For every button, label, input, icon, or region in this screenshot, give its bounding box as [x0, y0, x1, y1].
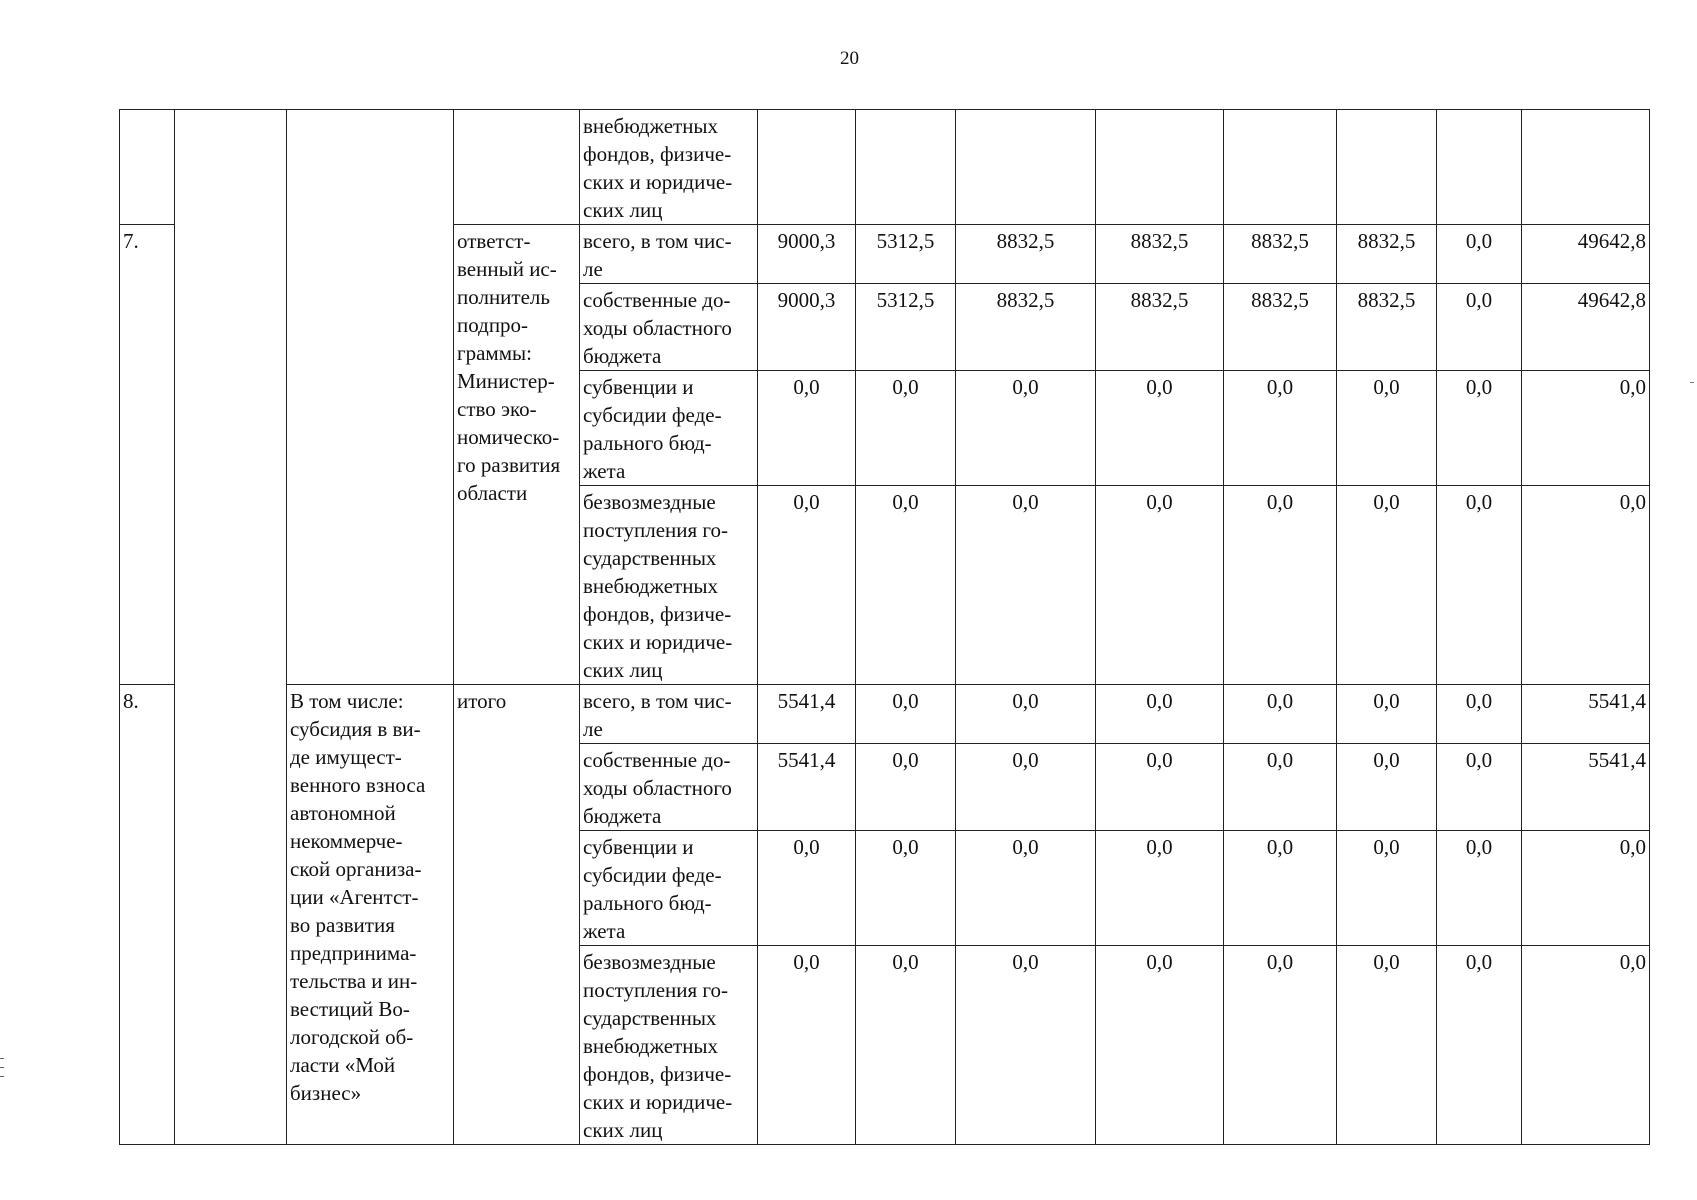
value-cell: 0,0 — [956, 831, 1096, 946]
value-cell: 0,0 — [856, 946, 956, 1145]
table-row — [120, 110, 1650, 225]
value-cell: 0,0 — [1437, 486, 1522, 685]
value-cell: 8832,5 — [1337, 225, 1437, 284]
value-cell: 5541,4 — [758, 685, 856, 744]
value-cell: 0,0 — [956, 946, 1096, 1145]
value-cell: 0,0 — [1437, 744, 1522, 831]
funding-source-cell: безвозмездные поступления го- сударственных внебюджетных фондов, физиче- ских и юридиче- ских лиц — [580, 946, 758, 1145]
total-cell: 5541,4 — [1522, 744, 1650, 831]
value-cell: 0,0 — [856, 831, 956, 946]
measure-name-cell: В том числе: субсидия в ви- де имущест- венного взноса автономной некоммерче- ской организа- ции «Агентст- во развития предпринима- тельства и ин- вестиций Во- логодской об- ласти «Мой бизнес» — [287, 685, 454, 1145]
total-cell: 0,0 — [1522, 371, 1650, 486]
value-cell: 0,0 — [856, 685, 956, 744]
binding-mark — [0, 1058, 4, 1096]
funding-source-cell: субвенции и субсидии феде- рального бюд- жета — [580, 831, 758, 946]
executor-cell — [454, 110, 580, 225]
value-cell: 8832,5 — [1224, 284, 1337, 371]
value-cell: 0,0 — [856, 371, 956, 486]
value-cell: 0,0 — [1437, 685, 1522, 744]
total-cell — [1522, 110, 1650, 225]
funding-source-cell: всего, в том чис- ле — [580, 225, 758, 284]
value-cell — [956, 110, 1096, 225]
executor-cell: итого — [454, 685, 580, 1145]
value-cell: 0,0 — [1337, 831, 1437, 946]
total-cell: 49642,8 — [1522, 284, 1650, 371]
value-cell: 0,0 — [856, 744, 956, 831]
funding-source-cell: собственные до- ходы областного бюджета — [580, 744, 758, 831]
value-cell: 0,0 — [1096, 946, 1224, 1145]
value-cell: 9000,3 — [758, 225, 856, 284]
page-number: 20 — [840, 48, 859, 69]
value-cell: 0,0 — [1224, 371, 1337, 486]
value-cell: 8832,5 — [1337, 284, 1437, 371]
value-cell — [1337, 110, 1437, 225]
value-cell: 0,0 — [1224, 744, 1337, 831]
value-cell — [856, 110, 956, 225]
value-cell: 0,0 — [1437, 831, 1522, 946]
value-cell: 0,0 — [1224, 831, 1337, 946]
value-cell: 0,0 — [1096, 685, 1224, 744]
executor-cell: ответст- венный ис- полнитель подпро- граммы: Министер- ство эко- номическо- го развития области — [454, 225, 580, 685]
value-cell: 0,0 — [758, 371, 856, 486]
value-cell: 8832,5 — [1224, 225, 1337, 284]
value-cell: 0,0 — [1337, 946, 1437, 1145]
value-cell: 5312,5 — [856, 284, 956, 371]
value-cell: 0,0 — [1224, 946, 1337, 1145]
table-row — [120, 685, 1650, 744]
measure-name-cell — [287, 110, 454, 685]
scan-mark — [1690, 382, 1694, 383]
value-cell: 0,0 — [1437, 371, 1522, 486]
value-cell: 0,0 — [1337, 744, 1437, 831]
value-cell: 0,0 — [956, 744, 1096, 831]
funding-source-cell: внебюджетных фондов, физиче- ских и юридиче- ских лиц — [580, 110, 758, 225]
value-cell: 8832,5 — [1096, 225, 1224, 284]
value-cell: 8832,5 — [1096, 284, 1224, 371]
value-cell: 0,0 — [1096, 744, 1224, 831]
row-number-cell: 7. — [120, 225, 175, 685]
budget-table — [119, 109, 1650, 1145]
value-cell: 8832,5 — [956, 284, 1096, 371]
value-cell: 0,0 — [1337, 371, 1437, 486]
value-cell: 9000,3 — [758, 284, 856, 371]
value-cell: 0,0 — [856, 486, 956, 685]
value-cell: 0,0 — [1096, 371, 1224, 486]
value-cell: 5541,4 — [758, 744, 856, 831]
value-cell: 0,0 — [1224, 486, 1337, 685]
value-cell: 8832,5 — [956, 225, 1096, 284]
value-cell: 0,0 — [1096, 486, 1224, 685]
funding-source-cell: собственные до- ходы областного бюджета — [580, 284, 758, 371]
value-cell: 0,0 — [1337, 685, 1437, 744]
value-cell — [1224, 110, 1337, 225]
value-cell: 0,0 — [1437, 284, 1522, 371]
value-cell — [1437, 110, 1522, 225]
funding-source-cell: безвозмездные поступления го- сударственных внебюджетных фондов, физиче- ских и юридиче- ских лиц — [580, 486, 758, 685]
row-number-cell — [120, 110, 175, 225]
value-cell — [758, 110, 856, 225]
value-cell — [1096, 110, 1224, 225]
value-cell: 0,0 — [1437, 225, 1522, 284]
total-cell: 0,0 — [1522, 486, 1650, 685]
row-number-cell: 8. — [120, 685, 175, 1145]
value-cell: 0,0 — [956, 685, 1096, 744]
value-cell: 0,0 — [758, 946, 856, 1145]
total-cell: 0,0 — [1522, 946, 1650, 1145]
value-cell: 0,0 — [1437, 946, 1522, 1145]
total-cell: 49642,8 — [1522, 225, 1650, 284]
funding-source-cell: субвенции и субсидии феде- рального бюд- жета — [580, 371, 758, 486]
value-cell: 0,0 — [956, 371, 1096, 486]
value-cell: 0,0 — [1337, 486, 1437, 685]
blank-column-cell — [175, 110, 287, 1145]
value-cell: 0,0 — [758, 831, 856, 946]
total-cell: 0,0 — [1522, 831, 1650, 946]
funding-source-cell: всего, в том чис- ле — [580, 685, 758, 744]
value-cell: 0,0 — [956, 486, 1096, 685]
value-cell: 0,0 — [1096, 831, 1224, 946]
value-cell: 0,0 — [1224, 685, 1337, 744]
total-cell: 5541,4 — [1522, 685, 1650, 744]
value-cell: 5312,5 — [856, 225, 956, 284]
value-cell: 0,0 — [758, 486, 856, 685]
